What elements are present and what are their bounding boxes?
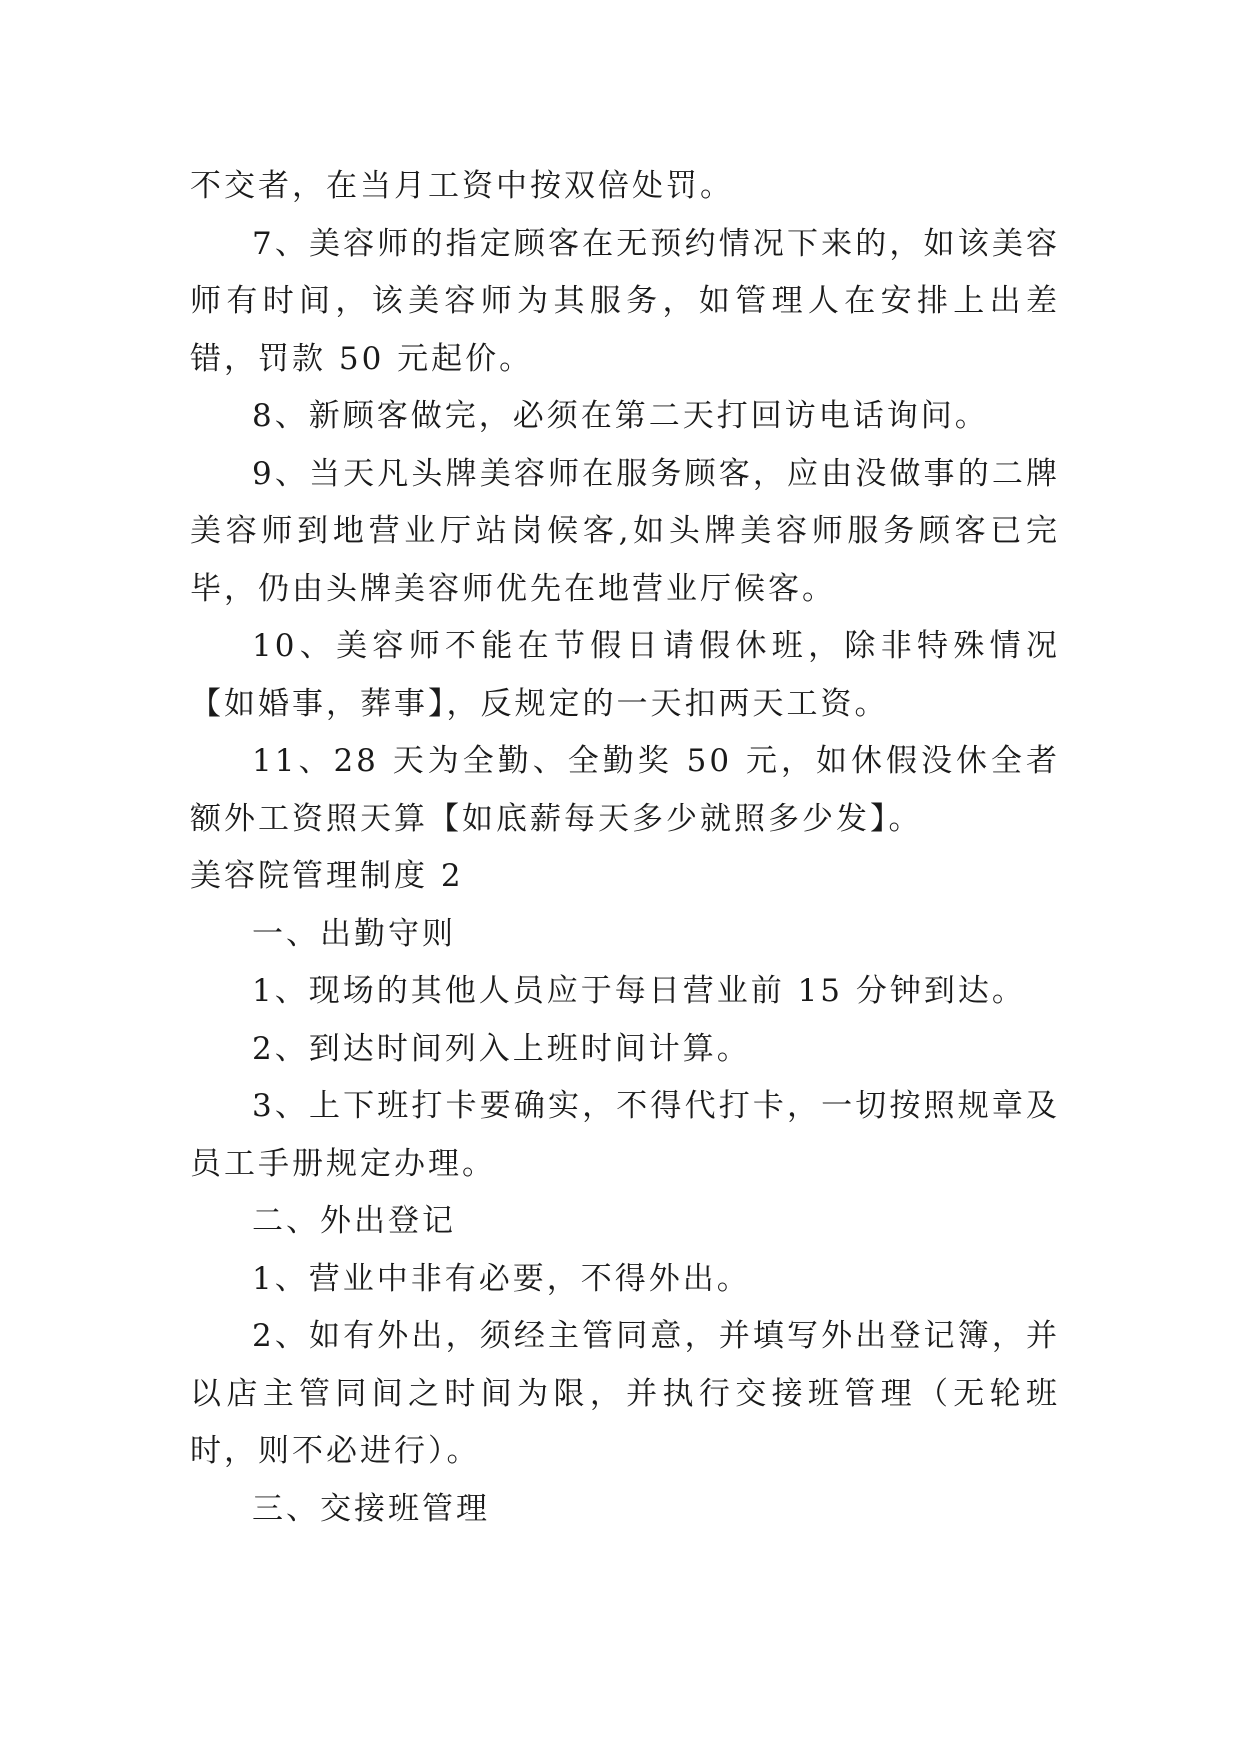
paragraph-outing-1: 1、营业中非有必要，不得外出。	[252, 1260, 751, 1297]
paragraph-rule-9: 9、当天凡头牌美容师在服务顾客，应由没做事的二牌美容师到地营业厅站岗候客,如头牌美容师服务顾客已完毕，仍由头牌美容师优先在地营业厅候客。	[190, 455, 1060, 607]
document-title-2: 美容院管理制度 2	[190, 858, 464, 894]
paragraph-attendance-1: 1、现场的其他人员应于每日营业前 15 分钟到达。	[252, 973, 1026, 1009]
section-heading-outing: 二、外出登记	[252, 1203, 456, 1239]
paragraph-continuation: 不交者，在当月工资中按双倍处罚。	[190, 168, 734, 204]
section-heading-shift-handover: 三、交接班管理	[252, 1490, 490, 1527]
document-body	[190, 158, 1060, 1538]
paragraph-rule-11: 11、28 天为全勤、全勤奖 50 元，如休假没休全者额外工资照天算【如底薪每天多少就照多少发】。	[190, 743, 1060, 837]
paragraph-attendance-3: 3、上下班打卡要确实，不得代打卡，一切按照规章及员工手册规定办理。	[190, 1088, 1060, 1182]
paragraph-attendance-2: 2、到达时间列入上班时间计算。	[252, 1030, 751, 1067]
section-heading-attendance: 一、出勤守则	[252, 915, 456, 952]
paragraph-rule-8: 8、新顾客做完，必须在第二天打回访电话询问。	[252, 398, 989, 434]
paragraph-rule-7: 7、美容师的指定顾客在无预约情况下来的，如该美容师有时间，该美容师为其服务，如管理人在安排上出差错，罚款 50 元起价。	[190, 225, 1060, 377]
paragraph-rule-10: 10、美容师不能在节假日请假休班，除非特殊情况【如婚事，葬事】，反规定的一天扣两天工资。	[190, 628, 1060, 722]
paragraph-outing-2: 2、如有外出，须经主管同意，并填写外出登记簿，并以店主管同间之时间为限，并执行交接班管理（无轮班时，则不必进行）。	[190, 1318, 1060, 1469]
